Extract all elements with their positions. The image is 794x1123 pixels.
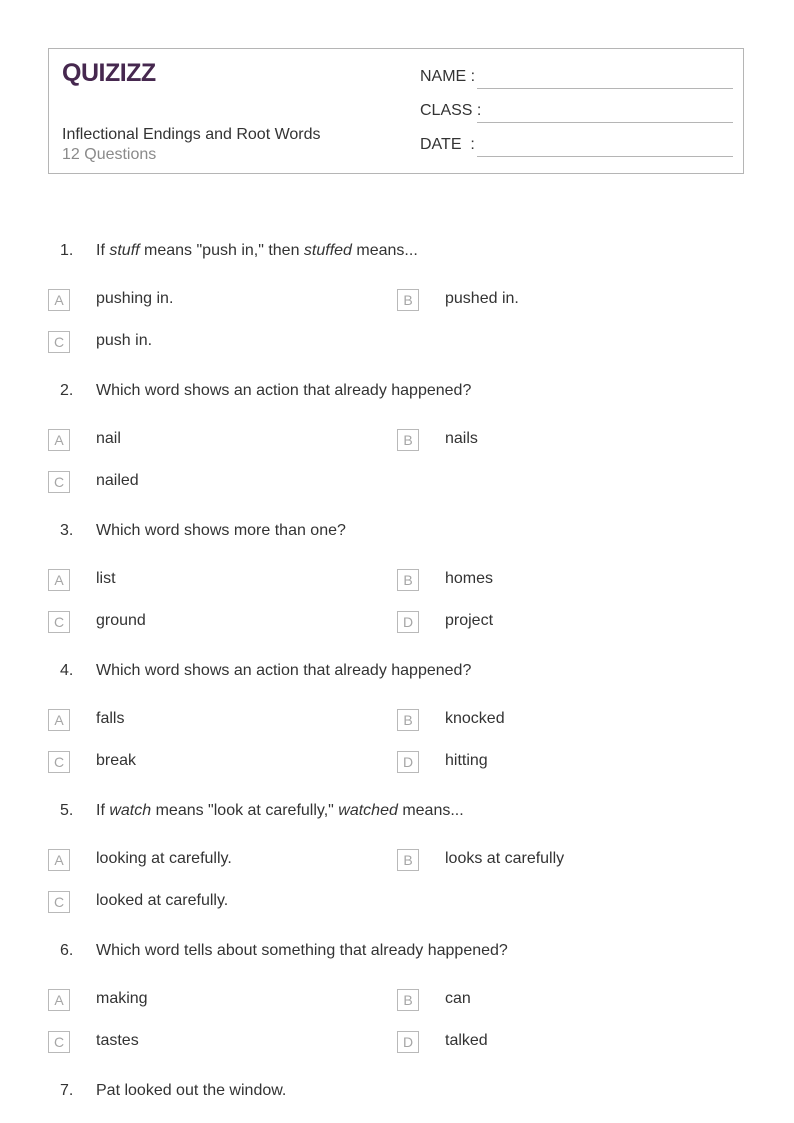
option-a[interactable]: [48, 989, 368, 1013]
date-label: DATE :: [420, 136, 475, 153]
option-c[interactable]: [48, 1031, 368, 1055]
option-c[interactable]: [48, 891, 368, 915]
option-b[interactable]: [397, 709, 717, 733]
option-letter-box: B: [397, 429, 419, 451]
class-label: CLASS :: [420, 102, 482, 119]
option-c[interactable]: [48, 751, 368, 775]
option-letter-box: C: [48, 611, 70, 633]
option-text: project: [445, 612, 494, 629]
option-text: can: [445, 990, 471, 1007]
question-4: [60, 662, 740, 684]
option-text: talked: [445, 1032, 488, 1049]
name-line[interactable]: [477, 88, 733, 89]
option-letter-box: C: [48, 751, 70, 773]
option-text: pushing in.: [96, 290, 174, 307]
question-text: If watch means "look at carefully," watched means...: [96, 802, 464, 819]
option-letter-box: B: [397, 569, 419, 591]
option-b[interactable]: [397, 849, 717, 873]
date-line[interactable]: [477, 156, 733, 157]
option-d[interactable]: [397, 611, 717, 635]
name-label: NAME :: [420, 68, 476, 85]
option-letter-box: B: [397, 989, 419, 1011]
option-letter-box: C: [48, 331, 70, 353]
option-text: list: [96, 570, 116, 587]
option-letter-box: B: [397, 849, 419, 871]
question-7: [60, 1082, 740, 1104]
option-text: break: [96, 752, 137, 769]
option-letter-box: C: [48, 1031, 70, 1053]
question-5: [60, 802, 740, 824]
option-d[interactable]: [397, 1031, 717, 1055]
option-text: looked at carefully.: [96, 892, 229, 909]
name-field: [420, 68, 733, 90]
option-c[interactable]: [48, 331, 368, 355]
option-text: looking at carefully.: [96, 850, 232, 867]
option-text: pushed in.: [445, 290, 519, 307]
option-text: ground: [96, 612, 146, 629]
option-text: nailed: [96, 472, 139, 489]
option-d[interactable]: [397, 751, 717, 775]
option-b[interactable]: [397, 989, 717, 1013]
option-letter-box: D: [397, 1031, 419, 1053]
option-letter-box: A: [48, 989, 70, 1011]
option-a[interactable]: [48, 569, 368, 593]
option-letter-box: A: [48, 709, 70, 731]
worksheet-header: [48, 48, 744, 174]
option-text: tastes: [96, 1032, 139, 1049]
option-letter-box: B: [397, 709, 419, 731]
worksheet-title: Inflectional Endings and Root Words: [62, 126, 321, 143]
option-text: falls: [96, 710, 125, 727]
option-text: knocked: [445, 710, 505, 727]
question-number: 3.: [60, 522, 74, 539]
question-number: 7.: [60, 1082, 74, 1099]
option-letter-box: B: [397, 289, 419, 311]
option-b[interactable]: [397, 569, 717, 593]
option-b[interactable]: [397, 289, 717, 313]
option-letter-box: C: [48, 471, 70, 493]
option-letter-box: D: [397, 751, 419, 773]
option-text: nails: [445, 430, 478, 447]
date-field: [420, 136, 733, 158]
option-text: making: [96, 990, 148, 1007]
question-count: 12 Questions: [62, 146, 157, 163]
option-b[interactable]: [397, 429, 717, 453]
option-text: hitting: [445, 752, 488, 769]
option-text: push in.: [96, 332, 153, 349]
option-text: homes: [445, 570, 494, 587]
option-a[interactable]: [48, 709, 368, 733]
question-text: If stuff means "push in," then stuffed means...: [96, 242, 418, 259]
option-letter-box: A: [48, 569, 70, 591]
option-letter-box: C: [48, 891, 70, 913]
option-a[interactable]: [48, 849, 368, 873]
option-c[interactable]: [48, 611, 368, 635]
option-text: looks at carefully: [445, 850, 565, 867]
class-field: [420, 102, 733, 124]
question-text: Which word shows more than one?: [96, 522, 346, 539]
question-2: [60, 382, 740, 404]
option-c[interactable]: [48, 471, 368, 495]
option-letter-box: D: [397, 611, 419, 633]
class-line[interactable]: [477, 122, 733, 123]
option-a[interactable]: [48, 289, 368, 313]
question-number: 6.: [60, 942, 74, 959]
option-letter-box: A: [48, 849, 70, 871]
quizizz-logo: QUIZIZZ: [62, 59, 156, 87]
question-text: Which word shows an action that already happened?: [96, 662, 472, 679]
question-6: [60, 942, 740, 964]
question-number: 1.: [60, 242, 74, 259]
question-text: Which word shows an action that already happened?: [96, 382, 472, 399]
question-3: [60, 522, 740, 544]
option-a[interactable]: [48, 429, 368, 453]
question-number: 5.: [60, 802, 74, 819]
question-text: Pat looked out the window.: [96, 1082, 287, 1099]
question-1: [60, 242, 740, 264]
option-letter-box: A: [48, 429, 70, 451]
question-text: Which word tells about something that already happened?: [96, 942, 508, 959]
option-letter-box: A: [48, 289, 70, 311]
question-number: 4.: [60, 662, 74, 679]
question-number: 2.: [60, 382, 74, 399]
option-text: nail: [96, 430, 121, 447]
